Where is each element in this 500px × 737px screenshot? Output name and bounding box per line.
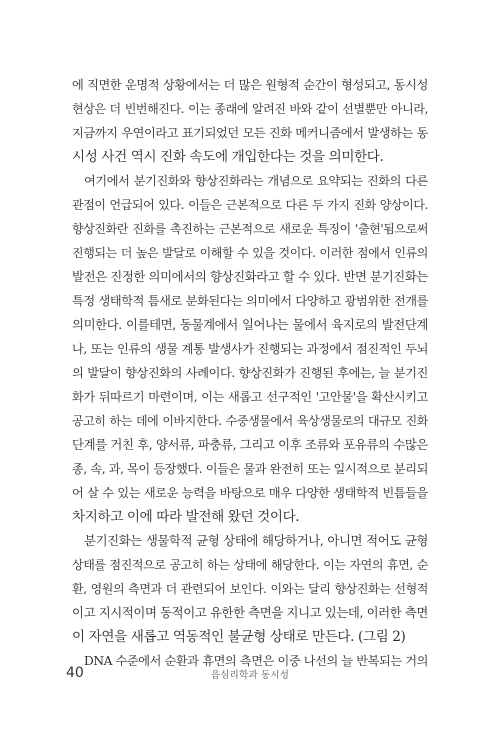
running-footer-title: 음심리학과 동시성 (210, 670, 290, 681)
text-line: 공고히 하는 데에 이바지한다. 수중생물에서 육상생물로의 대규모 진화 (72, 414, 428, 428)
text-line: 지금까지 우연이라고 표기되었던 모든 진화 메커니즘에서 발생하는 동 (72, 126, 428, 140)
text-line: 특정 생태학적 틈새로 분화된다는 의미에서 다양하고 광범위한 전개를 (72, 294, 428, 308)
text-line: 환, 영원의 측면과 더 관련되어 보인다. 이와는 달리 향상진화는 선형적 (72, 582, 428, 596)
text-line: 발전은 진정한 의미에서의 향상진화라고 할 수 있다. 반면 분기진화는 (72, 269, 428, 284)
text-line: 종, 속, 과, 목이 등장했다. 이들은 물과 완전히 또는 일시적으로 분리되 (72, 462, 428, 476)
text-line: 향상진화란 진화를 촉진하는 근본적으로 새로운 특징이 '출현'됨으로써 (72, 222, 428, 236)
text-line: 진행되는 더 높은 발달로 이해할 수 있을 것이다. 이러한 점에서 인류의 (72, 246, 428, 260)
text-line: 나, 또는 인류의 생물 계통 발생사가 진행되는 과정에서 점진적인 두뇌 (72, 342, 428, 356)
page-number: 40 (66, 665, 84, 681)
text-line: 시성 사건 역시 진화 속도에 개입한다는 것을 의미한다. (72, 149, 384, 165)
text-line: 관점이 언급되어 있다. 이들은 근본적으로 다른 두 가지 진화 양상이다. (72, 198, 428, 212)
text-line: 에 직면한 운명적 상황에서는 더 많은 원형적 순간이 형성되고, 동시성 (72, 78, 428, 92)
text-line: 의 발달이 향상진화의 사례이다. 향상진화가 진행된 후에는, 늘 분기진 (72, 366, 428, 380)
text-line: 단계를 거친 후, 양서류, 파충류, 그리고 이후 조류와 포유류의 수많은 (72, 437, 428, 452)
text-line: 분기진화는 생물학적 균형 상태에 해당하거나, 아니면 적어도 균형 (84, 533, 428, 548)
text-line: 여기에서 분기진화와 향상진화라는 개념으로 요약되는 진화의 다른 (84, 174, 428, 188)
text-line: 차지하고 이에 따라 발전해 왔던 것이다. (72, 509, 300, 525)
text-line: DNA 수준에서 순환과 휴면의 측면은 이중 나선의 늘 반복되는 거의 (84, 654, 428, 668)
text-line: 이고 지시적이며 동적이고 유한한 측면을 지니고 있는데, 이러한 측면 (72, 605, 428, 620)
text-line: 현상은 더 빈번해진다. 이는 종래에 알려진 바와 같이 선별뿐만 아니라, (72, 102, 428, 116)
text-line: 화가 뒤따르기 마련이며, 이는 새롭고 선구적인 '고안물'을 확산시키고 (72, 390, 428, 404)
text-line: 이 자연을 새롭고 역동적인 불균형 상태로 만든다. (그림 2) (72, 629, 406, 645)
text-line: 의미한다. 이를테면, 동물계에서 일어나는 물에서 육지로의 발전단계 (72, 317, 428, 332)
text-line: 어 살 수 있는 새로운 능력을 바탕으로 매우 다양한 생태학적 빈틈들을 (72, 486, 428, 500)
text-line: 상태를 점진적으로 공고히 하는 상태에 해당한다. 이는 자연의 휴면, 순 (72, 558, 428, 572)
